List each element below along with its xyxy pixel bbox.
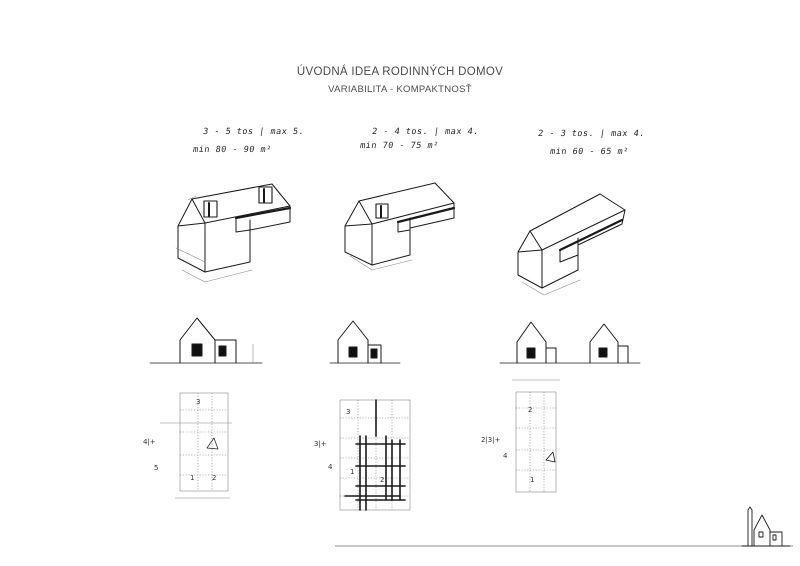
plan-2-label-b: 3|+ xyxy=(314,440,327,448)
plan-2-label-a: 3 xyxy=(346,408,351,416)
plan-2-label-c: 4 xyxy=(328,463,333,471)
variant-2-area: min 70 - 75 m² xyxy=(359,141,440,151)
variant-1-capacity: 3 - 5 tos | max 5. xyxy=(202,127,305,137)
elevation-sketch-variant-2 xyxy=(330,321,400,363)
plan-1-label-a: 3 xyxy=(196,398,201,406)
plan-3-label-d: 1 xyxy=(530,476,535,484)
variant-3-area: min 60 - 65 m² xyxy=(549,147,630,157)
plan-3-label-b: 2|3|+ xyxy=(481,436,501,444)
plan-3-label-a: 2 xyxy=(528,406,533,414)
variant-3-capacity: 2 - 3 tos. | max 4. xyxy=(537,129,646,139)
house-logo-icon xyxy=(742,507,790,546)
elevation-sketch-variant-3 xyxy=(500,322,640,363)
plan-1-label-b: 4|+ xyxy=(143,438,156,446)
page-title: ÚVODNÁ IDEA RODINNÝCH DOMOV xyxy=(296,66,504,78)
axonometric-sketch-variant-2 xyxy=(345,183,454,270)
plan-1-label-d: 1 xyxy=(190,474,195,482)
plan-3-label-c: 4 xyxy=(503,452,508,460)
page-subtitle: VARIABILITA - KOMPAKTNOSŤ xyxy=(328,84,472,95)
variant-2-capacity: 2 - 4 tos. | max 4. xyxy=(371,127,480,137)
variant-1-area: min 80 - 90 m² xyxy=(192,145,273,155)
elevation-sketch-variant-1 xyxy=(150,318,262,363)
plan-2-label-e: 2 xyxy=(380,476,385,484)
floor-plan-variant-3 xyxy=(512,380,560,492)
axonometric-sketch-variant-1 xyxy=(176,184,290,282)
plan-2-label-d: 1 xyxy=(350,468,355,476)
axonometric-sketch-variant-3 xyxy=(518,194,625,295)
floor-plan-variant-2 xyxy=(340,400,410,510)
floor-plan-variant-1 xyxy=(160,393,232,498)
plan-1-label-e: 2 xyxy=(212,474,217,482)
plan-1-label-c: 5 xyxy=(154,464,159,472)
